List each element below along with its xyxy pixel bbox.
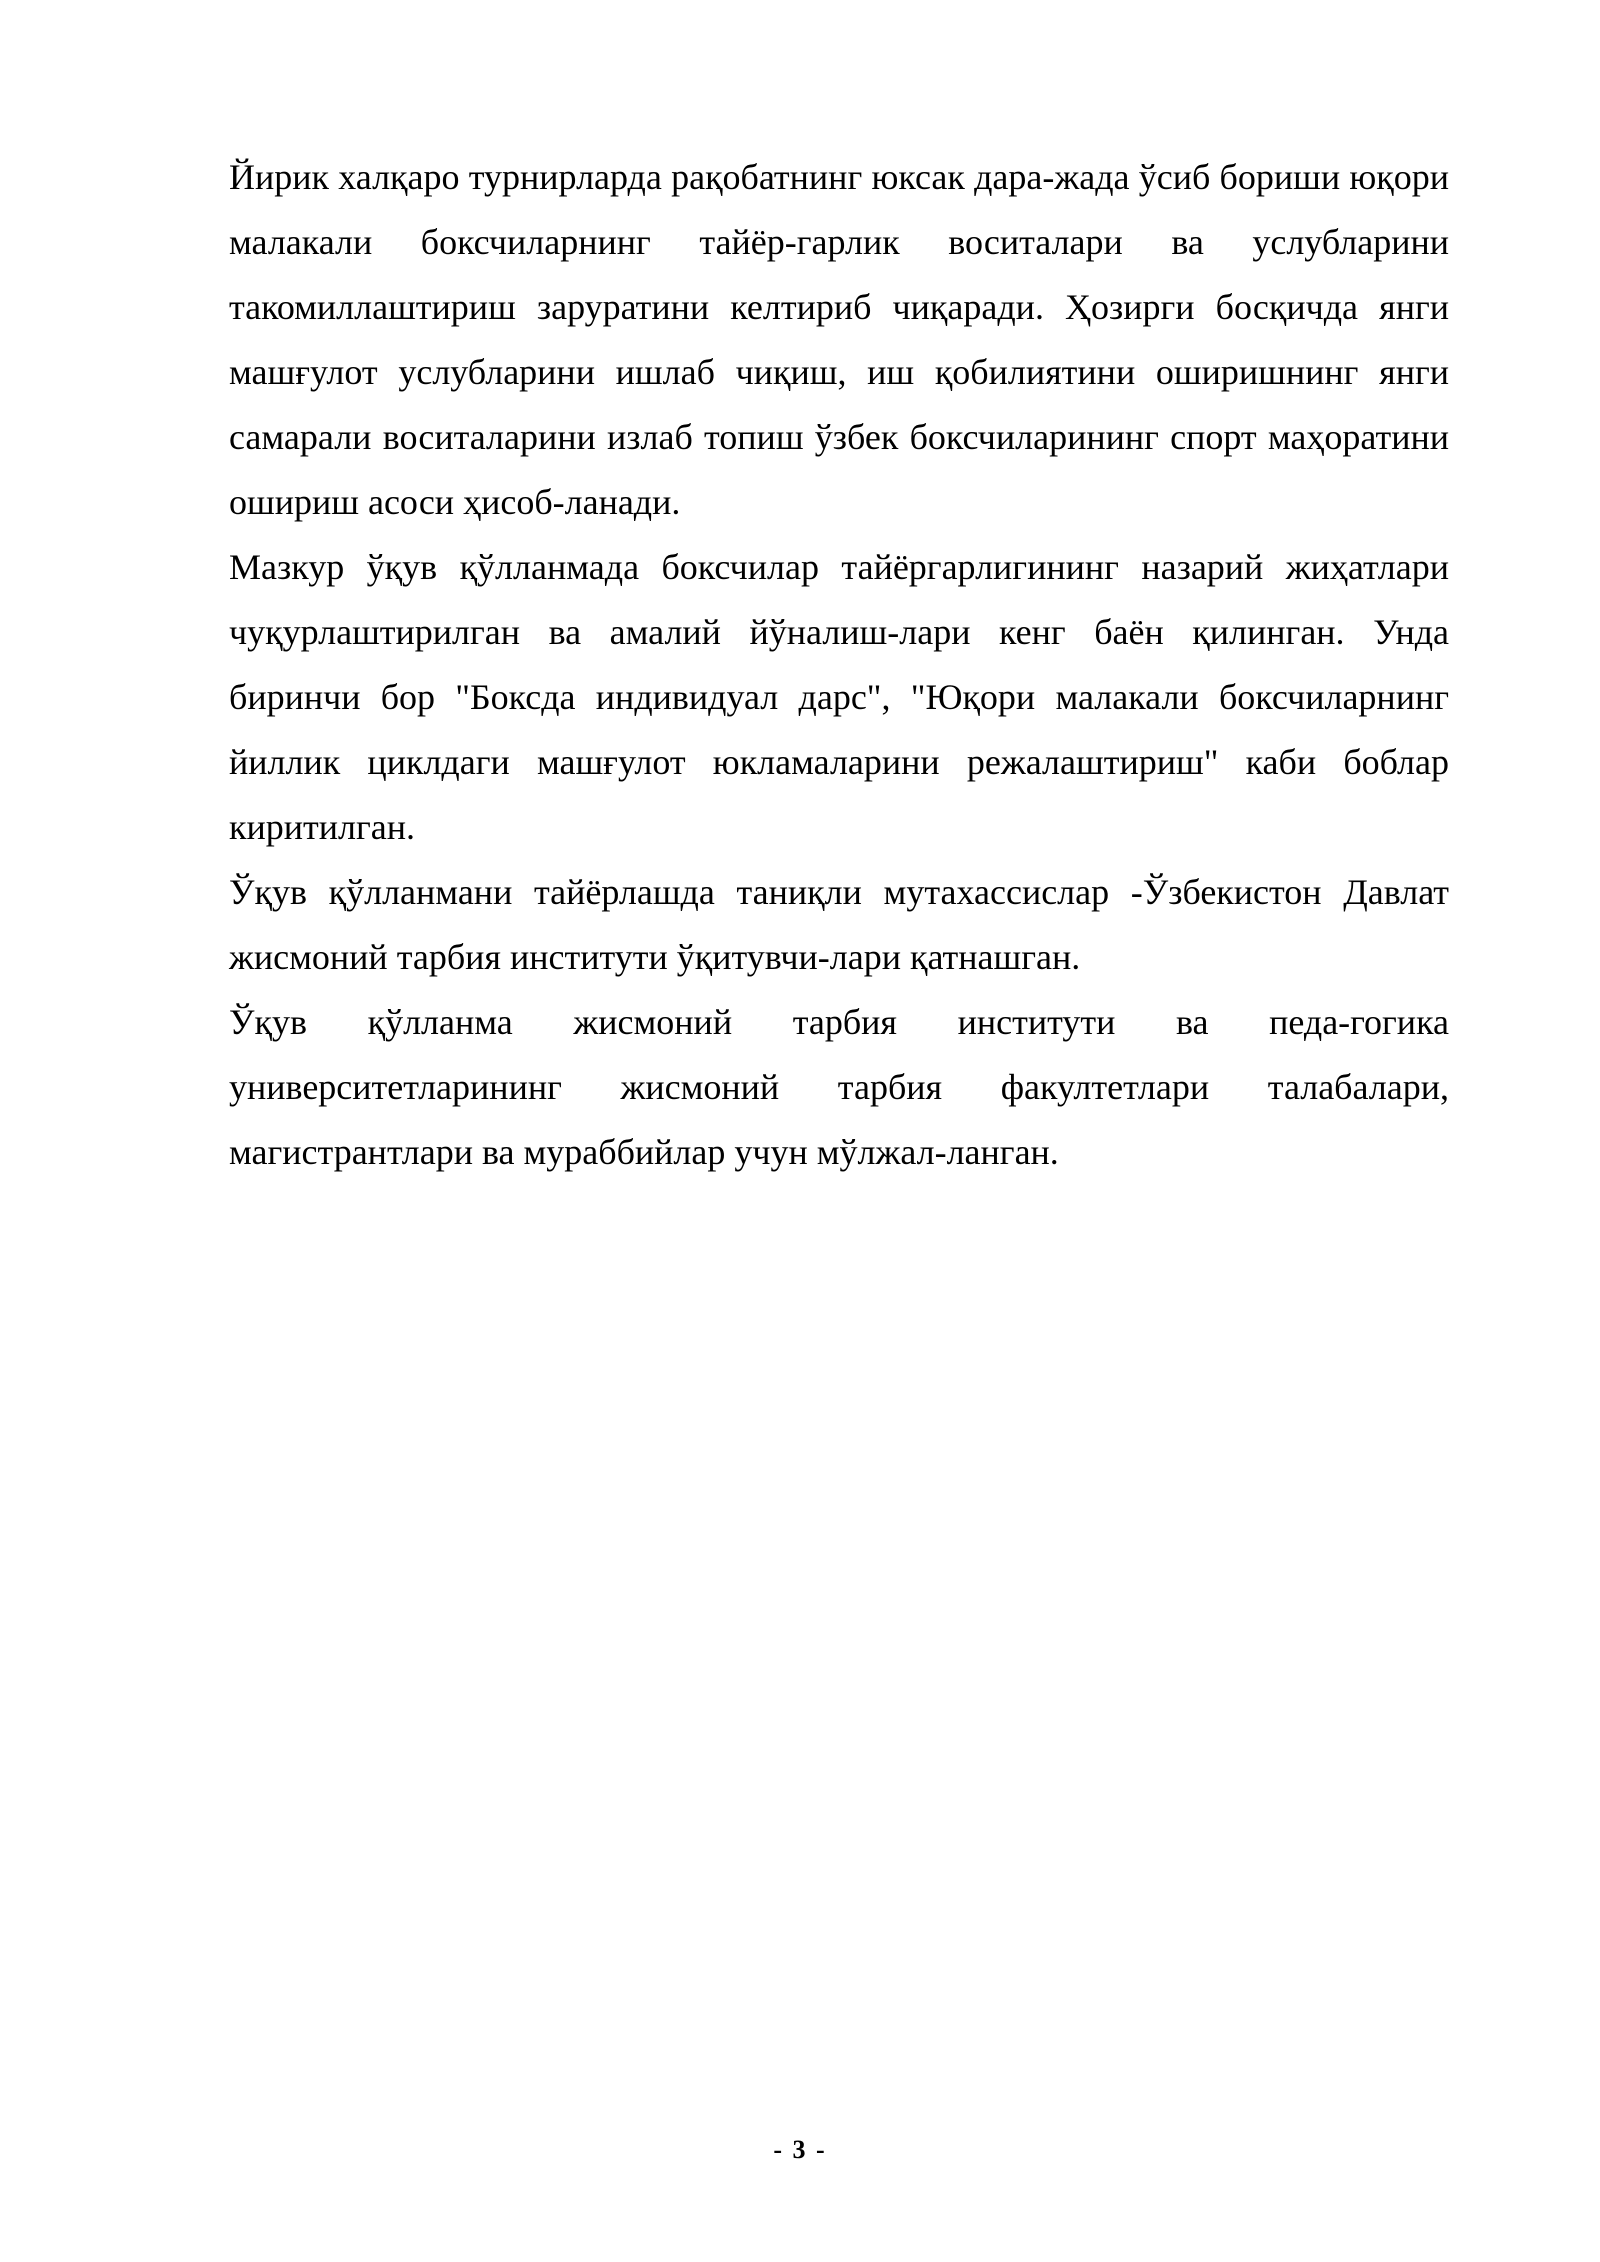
body-text (229, 145, 1449, 1185)
page-number: - 3 - (773, 2135, 827, 2164)
paragraph-3: Ўқув қўлланмани тайёрлашда таниқли мутахассислар -Ўзбекистон Давлат жисмоний тарбия институти ўқитувчи-лари қатнашган. (229, 872, 1449, 977)
paragraph-4: Ўқув қўлланма жисмоний тарбия институти ва педа-гогика университетларининг жисмоний тарбия факултетлари талабалари, магистрантлари ва мураббийлар учун мўлжал-ланган. (229, 1002, 1449, 1172)
paragraph-1: Йирик халқаро турнирларда рақобатнинг юксак дара-жада ўсиб бориши юқори малакали боксчиларнинг тайёр-гарлик воситалари ва услубларини такомиллаштириш заруратини келтириб чиқаради. Ҳозирги босқичда янги машғулот услубларини ишлаб чиқиш, иш қобилиятини оширишнинг янги самарали воситаларини излаб топиш ўзбек боксчиларининг спорт маҳоратини ошириш асоси ҳисоб-ланади. (229, 157, 1449, 522)
paragraph-2: Мазкур ўқув қўлланмада боксчилар тайёргарлигининг назарий жиҳатлари чуқурлаштирилган ва амалий йўналиш-лари кенг баён қилинган. Унда биринчи бор "Боксда индивидуал дарс", "Юқори малакали боксчиларнинг йиллик циклдаги машғулот юкламаларини режалаштириш" каби боблар киритилган. (229, 547, 1449, 847)
